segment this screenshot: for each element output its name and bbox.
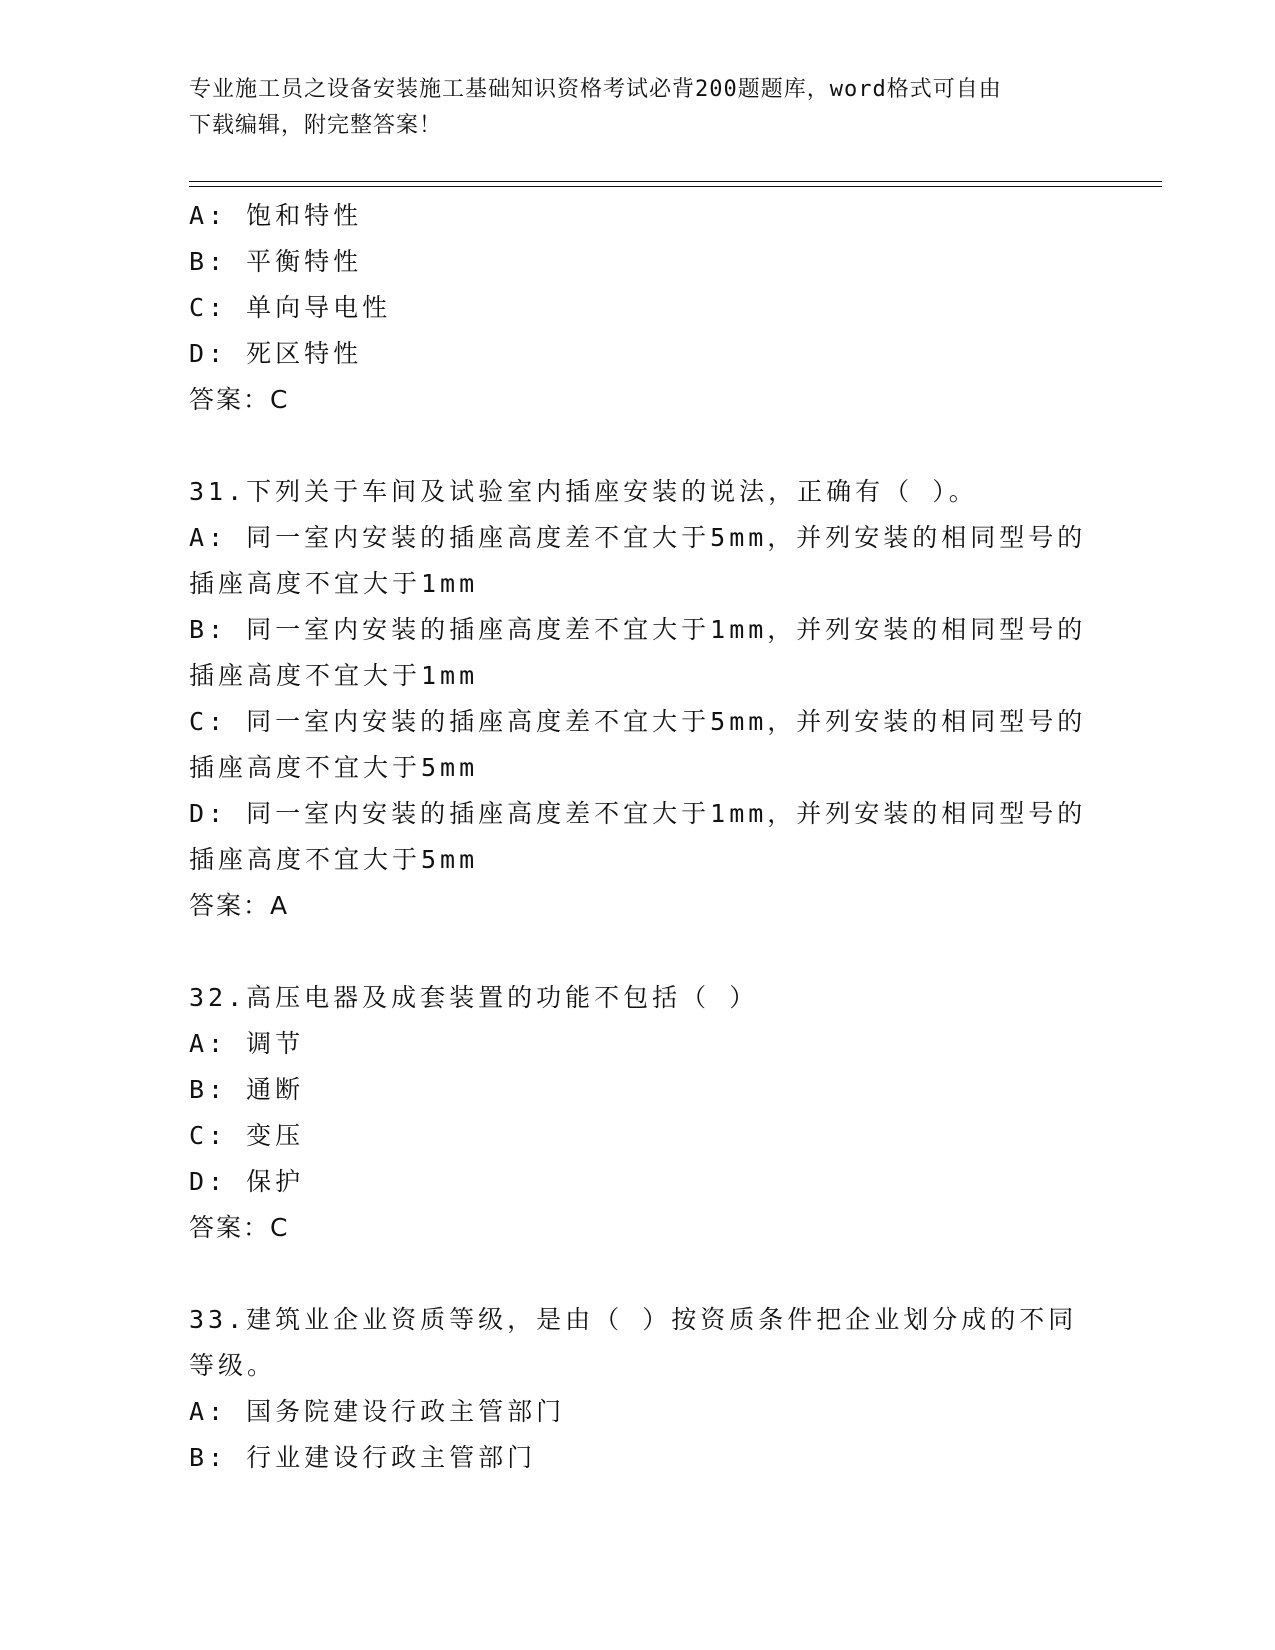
q32-option-a: A: 调节 (189, 1029, 305, 1058)
question-spacer (189, 929, 1089, 975)
question-spacer (189, 423, 1089, 469)
question-32 (189, 975, 1089, 1251)
header-divider-top (189, 181, 1162, 182)
q32-option-b: B: 通断 (189, 1075, 305, 1104)
question-spacer (189, 1251, 1089, 1297)
question-30-options (189, 193, 1089, 423)
q30-option-b: B: 平衡特性 (189, 247, 363, 276)
header-divider-bottom (189, 186, 1162, 187)
header-title-line-2: 下载编辑，附完整答案！ (189, 113, 443, 138)
q31-option-c-line-2: 插座高度不宜大于5mm (189, 753, 479, 782)
q30-option-a: A: 饱和特性 (189, 201, 363, 230)
q32-question: 32.高压电器及成套装置的功能不包括（ ） (189, 983, 759, 1012)
q32-option-d: D: 保护 (189, 1167, 305, 1196)
q33-option-a: A: 国务院建设行政主管部门 (189, 1397, 566, 1426)
question-list (189, 193, 1089, 1481)
q31-option-d-line-1: D: 同一室内安装的插座高度差不宜大于1mm，并列安装的相同型号的 (189, 799, 1087, 828)
header-title-line-1: 专业施工员之设备安装施工基础知识资格考试必背200题题库，word格式可自由 (189, 77, 1002, 102)
question-31 (189, 469, 1089, 929)
q31-option-a-line-1: A: 同一室内安装的插座高度差不宜大于5mm，并列安装的相同型号的 (189, 523, 1087, 552)
q30-option-d: D: 死区特性 (189, 339, 363, 368)
q30-option-c: C: 单向导电性 (189, 293, 392, 322)
q33-question-line-2: 等级。 (189, 1351, 277, 1380)
q31-question: 31.下列关于车间及试验室内插座安装的说法，正确有（ ）。 (189, 477, 978, 506)
q31-option-d-line-2: 插座高度不宜大于5mm (189, 845, 479, 874)
q31-answer: 答案：A (189, 891, 290, 920)
q32-option-c: C: 变压 (189, 1121, 305, 1150)
q31-option-a-line-2: 插座高度不宜大于1mm (189, 569, 479, 598)
q33-option-b: B: 行业建设行政主管部门 (189, 1443, 537, 1472)
q31-option-c-line-1: C: 同一室内安装的插座高度差不宜大于5mm，并列安装的相同型号的 (189, 707, 1087, 736)
q31-option-b-line-1: B: 同一室内安装的插座高度差不宜大于1mm，并列安装的相同型号的 (189, 615, 1087, 644)
question-33 (189, 1297, 1089, 1481)
q32-answer: 答案：C (189, 1213, 290, 1242)
q33-question-line-1: 33.建筑业企业资质等级，是由（ ）按资质条件把企业划分成的不同 (189, 1305, 1078, 1334)
document-header (189, 72, 1069, 144)
q31-option-b-line-2: 插座高度不宜大于1mm (189, 661, 479, 690)
q30-answer: 答案：C (189, 385, 290, 414)
